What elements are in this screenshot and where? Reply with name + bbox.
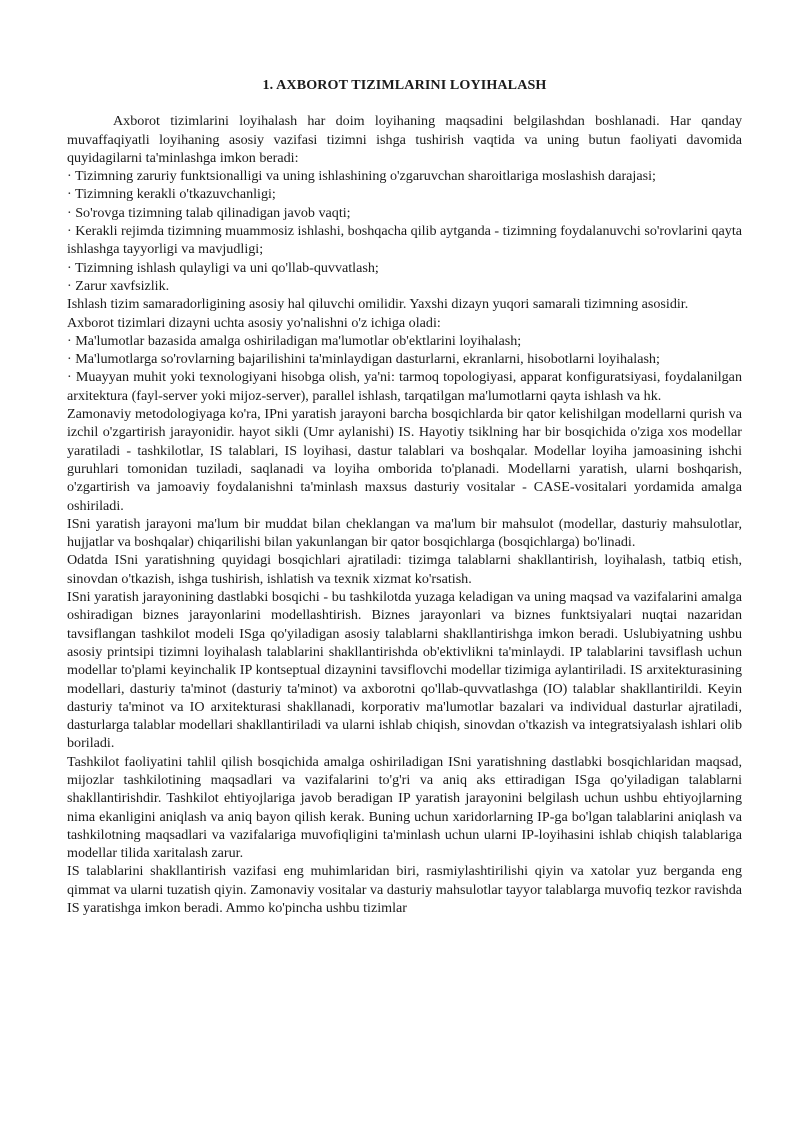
paragraph: Ishlash tizim samaradorligining asosiy hal qiluvchi omilidir. Yaxshi dizayn yuqori samarali tizimning asosidir. — [67, 296, 689, 313]
bullet-item: · Kerakli rejimda tizimning muammosiz ishlashi, boshqacha qilib aytganda - tizimning foydalanuvchi so'rovlarini qayta ishlashga tayyorligi va mavjudligi; — [67, 223, 742, 258]
paragraph: Axborot tizimlarini loyihalash har doim loyihaning maqsadini belgilashdan boshlanadi. Har qanday muvaffaqiyatli loyihaning asosiy vazifasi tizimni ishga tushirish vaqtida va uning butun faoliyati davomida quyidagilarni ta'minlashga imkon beradi: — [67, 113, 742, 166]
bullet-item: · Ma'lumotlar bazasida amalga oshiriladigan ma'lumotlar ob'ektlarini loyihalash; — [67, 332, 522, 349]
paragraph: Zamonaviy metodologiyaga ko'ra, IPni yaratish jarayoni barcha bosqichlarda bir qator kelishilgan modellarni qurish va izchil o'zgartirish jarayonidir. hayot sikli (Umr aylanishi) IS. Hayotiy tsiklning har bir bosqichida o'ziga xos modellar yaratiladi - tashkilotlar, IS talablari, IS loyihasi, dastur talablari va boshqalar. Modellar loyiha jamoasining ishchi guruhlari tomonidan tuziladi, saqlanadi va loyiha omborida to'planadi. Modellarni yaratish, ularni boshqarish, o'zgartirish va jamoaviy foydalanishni ta'minlash maxsus dasturiy vositalar - CASE-vositalari yordamida amalga oshiriladi. — [67, 406, 742, 514]
bullet-item: · Tizimning zaruriy funktsionalligi va uning ishlashining o'zgaruvchan sharoitlariga moslashish darajasi; — [67, 168, 656, 185]
document-title: 1. AXBOROT TIZIMLARINI LOYIHALASH — [262, 77, 547, 93]
paragraph: ISni yaratish jarayonining dastlabki bosqichi - bu tashkilotda yuzaga keladigan va uning maqsad va vazifalarini amalga oshiradigan biznes jarayonlarini modellashtirish. Biznes jarayonlari va biznes funktsiyalari nuqtai nazaridan tavsiflangan tashkilot modeli ISga qo'yiladigan asosiy talablarni shakllantirishga imkon beradi. Uslubiyatning ushbu asosiy printsipi tizimni loyihalash talablarini shakllantirishda ob'ektivlikni ta'minlaydi. IP talablarini tavsiflash uchun modellar to'plami keyinchalik IP kontseptual dizaynini tavsiflovchi modellar tizimiga aylantiriladi. IS arxitekturasining modellari, dasturiy ta'minot (dasturiy ta'minot) va axborotni qo'llab-quvvatlashga (IO) talablar shakllantirildi. Keyin dasturiy ta'minot va IO arxitekturasi shakllanadi, korporativ ma'lumotlar bazalari va individual dasturlar ajratiladi, dasturlarga talablar modellari shakllantiriladi va ularni ishlab chiqish, sinovdan o'tkazish va integratsiyalash ishlari olib boriladi. — [67, 589, 742, 752]
bullet-item: · Tizimning kerakli o'tkazuvchanligi; — [67, 186, 276, 203]
bullet-item: · So'rovga tizimning talab qilinadigan javob vaqti; — [67, 204, 351, 221]
bullet-item: · Ma'lumotlarga so'rovlarning bajarilishini ta'minlaydigan dasturlarni, ekranlarni, hisobotlarni loyihalash; — [67, 351, 660, 368]
paragraph: Odatda ISni yaratishning quyidagi bosqichlari ajratiladi: tizimga talablarni shakllantirish, loyihalash, tatbiq etish, sinovdan o'tkazish, ishga tushirish, ishlatish va texnik xizmat ko'rsatish. — [67, 552, 742, 587]
paragraph: IS talablarini shakllantirish vazifasi eng muhimlaridan biri, rasmiylashtirilishi qiyin va xatolar yuz berganda eng qimmat va ularni tuzatish qiyin. Zamonaviy vositalar va dasturiy mahsulotlar tayyor talablarga muvofiq tezkor ravishda IS yaratishga imkon beradi. Ammo ko'pincha ushbu tizimlar — [67, 863, 742, 917]
paragraph: Tashkilot faoliyatini tahlil qilish bosqichida amalga oshiriladigan ISni yaratishning dastlabki bosqichlaridan maqsad, mijozlar tashkilotining maqsadlari va vazifalarini to'g'ri va aniq aks ettiradigan ISga qo'yiladigan talablarni shakllantirishdir. Tashkilot ehtiyojlariga javob beradigan IP yaratish jarayonini belgilash uchun ushbu ehtiyojlarning nima ekanligini aniqlash va aniq bayon qilish kerak. Buning uchun xaridorlarning IP-ga bo'lgan talablarini aniqlash va tashkilotning maqsadlari va vazifalariga muvofiqligini ta'minlash uchun ularni IP-loyihasini ishlab chiqish talablariga modellar tilida xaritalash zarur. — [67, 753, 742, 862]
paragraph: ISni yaratish jarayoni ma'lum bir muddat bilan cheklangan va ma'lum bir mahsulot (modellar, dasturiy mahsulotlar, hujjatlar va boshqalar) chiqarilishi bilan yakunlangan bir qator bosqichlarga (bosqichlarga) bo'linadi. — [67, 515, 742, 551]
bullet-item: · Muayyan muhit yoki texnologiyani hisobga olish, ya'ni: tarmoq topologiyasi, apparat konfiguratsiyasi, foydalanilgan arxitektura (fayl-server yoki mijoz-server), parallel ishlash, tarqatilgan ma'lumotlarni qayta ishlash va hk. — [67, 369, 742, 404]
document-page — [67, 76, 742, 917]
paragraph: Axborot tizimlari dizayni uchta asosiy yo'nalishni o'z ichiga oladi: — [67, 314, 441, 331]
bullet-item: · Zarur xavfsizlik. — [67, 277, 170, 294]
bullet-item: · Tizimning ishlash qulayligi va uni qo'llab-quvvatlash; — [67, 259, 379, 276]
